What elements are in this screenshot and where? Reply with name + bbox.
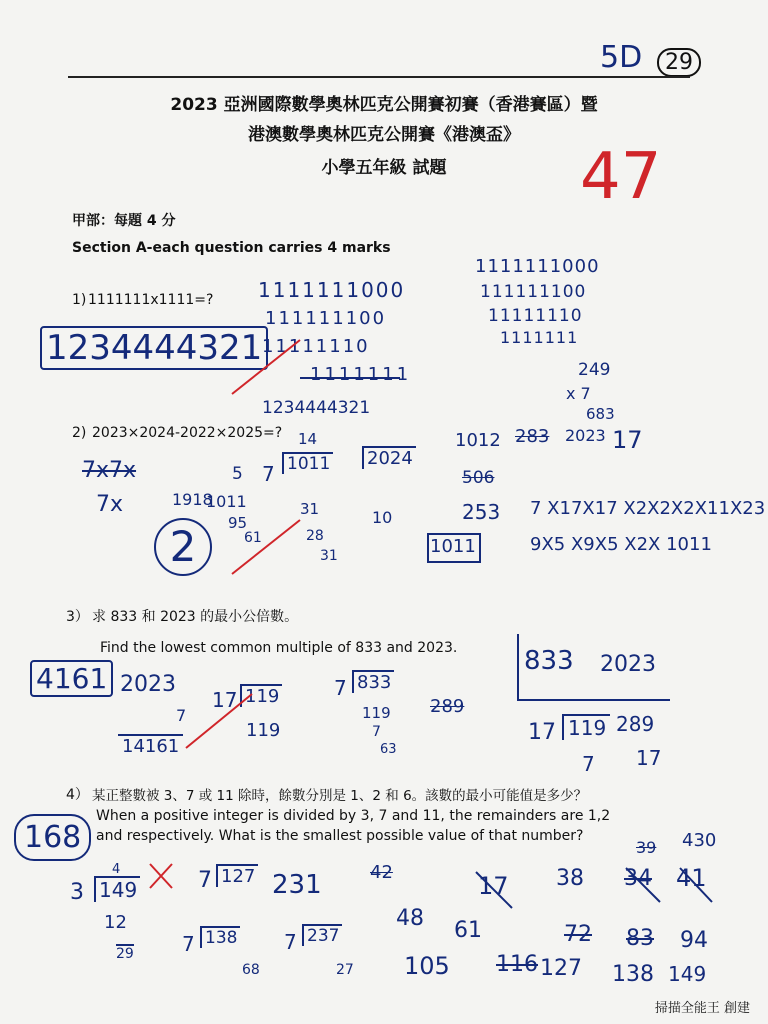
q1-work-r-row2: 111111100 <box>480 282 587 302</box>
q2-work-1918: 1918 <box>172 490 213 509</box>
q3-work-63: 63 <box>380 742 397 757</box>
q2-work-14: 14 <box>298 430 318 448</box>
q3-number: 3） <box>66 609 89 625</box>
q3-work-2023-right: 2023 <box>600 652 656 677</box>
q2-work-506: 506 <box>462 468 495 488</box>
q4-work-430: 430 <box>682 830 717 851</box>
title-line-1: 2023 亞洲國際數學奧林匹克公開賽初賽（香港賽區）暨 <box>170 95 598 115</box>
q3-work-833: 833 <box>352 670 394 693</box>
q3-work-289-right: 289 <box>616 712 655 736</box>
q2-answer: 2 <box>154 518 212 576</box>
q1-work-r-row3: 11111110 <box>488 306 583 326</box>
q3-text-zh: 求 833 和 2023 的最小公倍數。 <box>92 609 299 625</box>
q4-answer: 168 <box>14 814 91 861</box>
q4-work-138b: 138 <box>612 962 654 987</box>
q2-work-7: 7 <box>262 462 275 486</box>
q1-answer: 1234444321 <box>40 326 268 370</box>
q3-work-7c: 7 <box>372 724 381 740</box>
q3-work-2023: 2023 <box>120 672 176 697</box>
q4-work-231: 231 <box>272 870 322 900</box>
student-number-handwritten: 29 <box>657 48 701 77</box>
q1-work-sum: 1234444321 <box>262 398 371 418</box>
q3-work-14161: 14161 <box>118 734 183 757</box>
title-line-2: 港澳數學奧林匹克公開賽《港澳盃》 <box>248 125 520 145</box>
q3-work-17: 17 <box>212 688 238 712</box>
q2-work-95: 95 <box>228 514 248 532</box>
q4-work-149b: 149 <box>668 962 707 986</box>
q1-number: 1) <box>72 292 87 308</box>
q2-work-1011: 1011 <box>282 452 333 474</box>
q4-work-29: 29 <box>116 946 134 962</box>
q4-work-68: 68 <box>242 962 260 978</box>
q4-work-127b: 127 <box>540 956 582 981</box>
q4-work-17: 17 <box>478 872 509 900</box>
q4-work-42: 42 <box>370 862 393 883</box>
q2-work-1011b: 1011 <box>206 492 247 511</box>
q4-work-61: 61 <box>454 918 482 943</box>
q2-number: 2) <box>72 425 87 441</box>
q1-work-row2: 111111100 <box>265 308 387 329</box>
q3-work-17-right: 17 <box>528 720 556 745</box>
q4-work-7b: 7 <box>182 932 195 956</box>
q2-work-factor2: 9X5 X9X5 X2X 1011 <box>530 534 712 555</box>
q2-work-2024: 2024 <box>362 446 416 469</box>
q2-work-253: 253 <box>462 500 501 524</box>
q3-work-119b: 119 <box>246 720 281 741</box>
q4-work-7a: 7 <box>198 868 212 893</box>
q2-work-1012: 1012 <box>455 430 501 451</box>
q4-work-72: 72 <box>564 922 592 947</box>
q3-text-en: Find the lowest common multiple of 833 and 2023. <box>100 640 458 656</box>
class-code-handwritten: 5D <box>600 40 643 75</box>
q1-work-row1: 1111111000 <box>258 278 406 302</box>
q2-work-2023: 2023 <box>565 426 606 445</box>
q4-number: 4） <box>66 787 89 803</box>
q1-work-249: 249 <box>578 360 611 380</box>
q3-work-7-right: 7 <box>582 752 595 776</box>
section-heading-en: Section A-each question carries 4 marks <box>72 240 391 256</box>
q4-work-34: 34 <box>624 866 652 891</box>
section-heading-zh: 甲部：每題 4 分 <box>72 213 176 229</box>
q4-text-en-2: and respectively. What is the smallest possible value of that number? <box>96 828 584 844</box>
q4-work-83: 83 <box>626 926 654 951</box>
q2-work-31b: 31 <box>320 548 338 564</box>
q2-work-10: 10 <box>372 508 393 527</box>
q2-work-61: 61 <box>244 530 262 546</box>
q2-work-31: 31 <box>300 500 320 518</box>
q3-work-7: 7 <box>176 706 187 725</box>
q1-text: 1111111x1111=? <box>88 292 214 308</box>
q4-work-39: 39 <box>636 838 657 857</box>
q4-work-116: 116 <box>496 952 538 977</box>
q4-work-27: 27 <box>336 962 354 978</box>
q4-work-237: 237 <box>302 924 342 946</box>
q4-text-en-1: When a positive integer is divided by 3, 7 and 11, the remainders are 1,2 <box>96 808 611 824</box>
q2-work-factor1: 7 X17X17 X2X2X2X11X23 <box>530 498 766 519</box>
q3-work-119c: 119 <box>362 704 391 722</box>
q3-work-7b: 7 <box>334 676 347 700</box>
q3-answer: 4161 <box>30 660 113 697</box>
q3-work-289: 289 <box>430 696 465 717</box>
q1-work-x7: x 7 <box>566 384 591 403</box>
q1-work-r-row4: 1111111 <box>500 328 579 347</box>
q2-work-1011c: 1011 <box>430 536 476 557</box>
q1-work-row4: 1111111 <box>310 364 412 385</box>
q4-work-48: 48 <box>396 906 424 931</box>
q4-work-12: 12 <box>104 912 127 933</box>
q4-work-7c: 7 <box>284 930 297 954</box>
q2-work-5: 5 <box>232 464 243 484</box>
q3-work-119-right: 119 <box>562 714 610 740</box>
q2-work-7x: 7x <box>96 492 124 517</box>
q2-work-7x7x: 7x7x <box>82 458 137 483</box>
score-handwritten: 47 <box>580 140 662 214</box>
q1-work-row3: 11111110 <box>262 336 370 357</box>
q4-work-41: 41 <box>676 864 707 892</box>
q4-work-4: 4 <box>112 862 121 877</box>
scanner-watermark: 掃描全能王 創建 <box>654 1001 750 1016</box>
q3-work-119: 119 <box>240 684 282 707</box>
q4-text-zh: 某正整數被 3、7 或 11 除時，餘數分別是 1、2 和 6。該數的最小可能值是多少？ <box>92 788 588 804</box>
q4-work-138: 138 <box>200 926 240 948</box>
q4-work-94: 94 <box>680 928 708 953</box>
q3-work-833-right: 833 <box>524 646 574 676</box>
q4-work-149: 149 <box>94 876 140 902</box>
q2-work-17: 17 <box>612 426 643 454</box>
q4-work-3: 3 <box>70 880 84 905</box>
q2-work-283: 283 <box>515 426 550 447</box>
q4-work-105: 105 <box>404 952 450 980</box>
q1-work-r-row1: 1111111000 <box>475 256 600 277</box>
q2-work-28: 28 <box>306 528 324 544</box>
q2-text: 2023×2024-2022×2025=? <box>92 425 283 441</box>
q1-work-683: 683 <box>586 405 615 423</box>
title-line-3: 小學五年級 試題 <box>321 158 447 178</box>
q4-work-127: 127 <box>216 864 258 887</box>
q4-work-38: 38 <box>556 866 584 891</box>
q3-work-17-bottom: 17 <box>636 746 662 770</box>
